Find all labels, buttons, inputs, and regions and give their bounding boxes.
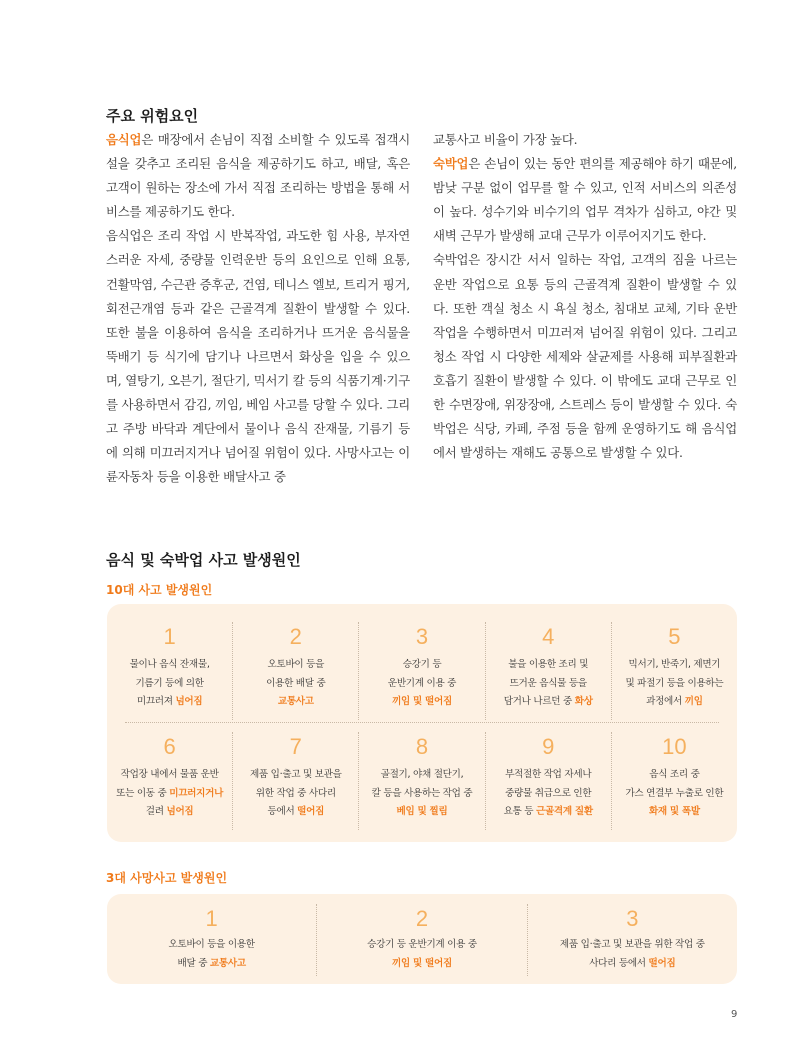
cause-highlight: 근골격계 질환 [535,806,593,817]
cause-highlight: 끼임 및 떨어짐 [392,957,452,969]
cause-description: 승강기 등 운반기계 이용 중 끼임 및 떨어짐 [367,939,477,969]
top10-subtitle: 10대 사고 발생원인 [106,583,213,597]
top10-row-2 [107,732,737,830]
cause-description: 승강기 등 운반기계 이용 중 끼임 및 떨어짐 [387,659,457,707]
cause-highlight: 미끄러지거나 [169,787,224,799]
lodging-text: 은 손님이 있는 동안 편의를 제공해야 하기 때문에, 밤낮 구분 없이 업무를 할 수 있고, 인적 서비스의 의존성이 높다. 성수기와 비수기의 업무 격차가 심하고, 야간 및 새벽 근무가 발생해 교대 근무가 이루어지기도 한다. [433,156,737,244]
cause-highlight: 끼임 및 떨어짐 [392,696,452,707]
row-divider [125,722,719,723]
fatal-cause-item-2 [316,904,526,976]
cause-highlight: 베임 및 찔림 [396,806,448,817]
cause-description: 오토바이 등을 이용한 배달 중 교통사고 [168,939,255,969]
cause-number: 9 [542,734,555,759]
cause-description: 믹서기, 반죽기, 제면기 및 파절기 등을 이용하는 과정에서 끼임 [625,659,724,707]
top3-subtitle: 3대 사망사고 발생원인 [106,871,228,885]
top3-causes-box [107,894,737,984]
cause-highlight: 교통사고 [277,696,314,707]
continuation-paragraph: 교통사고 비율이 가장 높다. [433,132,578,147]
cause-highlight: 화재 및 폭발 [648,806,700,817]
cause-highlight: 화상 [574,696,593,707]
cause-description: 제품 입·출고 및 보관을 위한 작업 중 사다리 등에서 떨어짐 [249,769,342,817]
cause-number: 8 [415,734,429,759]
cause-highlight: 넘어짐 [166,806,194,817]
food-service-text: 은 매장에서 손님이 직접 소비할 수 있도록 접객시설을 갖추고 조리된 음식을 제공하기도 하고, 배달, 혹은 고객이 원하는 장소에 가서 직접 조리하는 방법을 통해 서비스를 제공하기도 한다. [106,132,410,220]
cause-item-10 [611,732,737,830]
cause-item-2 [232,622,358,720]
cause-highlight: 떨어짐 [297,806,325,817]
cause-number: 5 [668,624,681,649]
cause-description: 작업장 내에서 물품 운반 또는 이동 중 미끄러지거나 걸려 넘어짐 [116,769,224,817]
cause-item-3 [358,622,484,720]
right-text-column [433,128,737,465]
section-heading-risk-factors: 주요 위험요인 [106,107,199,125]
accident-causes-title: 음식 및 숙박업 사고 발생원인 [106,551,301,569]
food-service-highlight: 음식업 [106,132,142,147]
cause-number: 2 [415,906,429,931]
top10-causes-box [107,604,737,842]
cause-highlight: 끼임 [684,696,703,707]
cause-number: 1 [163,624,176,649]
cause-description: 물이나 음식 잔재물, 기름기 등에 의한 미끄러져 넘어짐 [129,659,210,707]
cause-item-5 [611,622,737,720]
top3-row [107,904,737,976]
fatal-cause-item-1 [107,904,316,976]
cause-description: 오토바이 등을 이용한 배달 중 교통사고 [266,659,326,707]
cause-highlight: 넘어짐 [175,696,203,707]
food-service-paragraph [106,128,410,224]
lodging-paragraph [433,152,737,248]
cause-item-9 [485,732,611,830]
cause-item-4 [485,622,611,720]
cause-number: 10 [662,734,687,759]
top10-row-1 [107,622,737,720]
cause-item-1 [107,622,232,720]
lodging-highlight: 숙박업 [433,156,469,172]
cause-item-8 [358,732,484,830]
cause-number: 2 [289,624,302,649]
cause-item-7 [232,732,358,830]
cause-number: 4 [542,624,555,649]
cause-number: 6 [163,734,176,759]
left-text-column [106,128,410,489]
cause-number: 7 [289,734,302,759]
cause-description: 골절기, 야채 절단기, 칼 등을 사용하는 작업 중 베임 및 찔림 [371,769,473,817]
food-service-risk-paragraph: 음식업은 조리 작업 시 반복작업, 과도한 힘 사용, 부자연스러운 자세, 중량물 인력운반 등의 요인으로 인해 요통, 건활막염, 수근관 증후군, 건염, 테니스 엘보, 트리거 핑거, 회전근개염 등과 같은 근골격계 질환이 발생할 수 있다. 또한 불을 이용하여 음식을 조리하거나 뜨거운 음식물을 뚝배기 등 식기에 담기나 나르면서 화상을 입을 수 있으며, 열탕기, 오븐기, 절단기, 믹서기 칼 등의 식품기계·기구를 사용하면서 감김, 끼임, 베임 사고를 당할 수 있다. 그리고 주방 바닥과 계단에서 물이나 음식 잔재물, 기름기 등에 의해 미끄러지거나 넘어질 위험이 있다. 사망사고는 이륜자동차 등을 이용한 배달사고 중 [106,228,410,485]
cause-description: 불을 이용한 조리 및 뜨거운 음식물 등을 담거나 나르던 중 화상 [503,659,593,707]
cause-description: 제품 입·출고 및 보관을 위한 작업 중 사다리 등에서 떨어짐 [559,939,705,969]
cause-highlight: 교통사고 [209,957,246,969]
cause-number: 1 [205,906,218,931]
cause-number: 3 [415,624,429,649]
cause-number: 3 [626,906,639,931]
page-number: 9 [731,1009,738,1020]
cause-description: 부적절한 작업 자세나 중량물 취급으로 인한 요통 등 근골격계 질환 [503,769,593,817]
lodging-risk-paragraph: 숙박업은 장시간 서서 일하는 작업, 고객의 짐을 나르는 운반 작업으로 요통 등의 근골격계 질환이 발생할 수 있다. 또한 객실 청소 시 욕실 청소, 침대보 교체, 기타 운반 작업을 수행하면서 미끄러져 넘어질 위험이 있다. 그리고 청소 작업 시 다양한 세제와 살균제를 사용해 피부질환과 호흡기 질환이 발생할 수 있다. 이 밖에도 교대 근무로 인한 수면장애, 위장장애, 스트레스 등이 발생할 수 있다. 숙박업은 식당, 카페, 주점 등을 함께 운영하기도 해 음식업에서 발생하는 재해도 공통으로 발생할 수 있다. [433,252,737,461]
cause-highlight: 떨어짐 [648,957,676,969]
cause-item-6 [107,732,232,830]
fatal-cause-item-3 [527,904,737,976]
cause-description: 음식 조리 중 가스 연결부 누출로 인한 화재 및 폭발 [625,769,724,817]
